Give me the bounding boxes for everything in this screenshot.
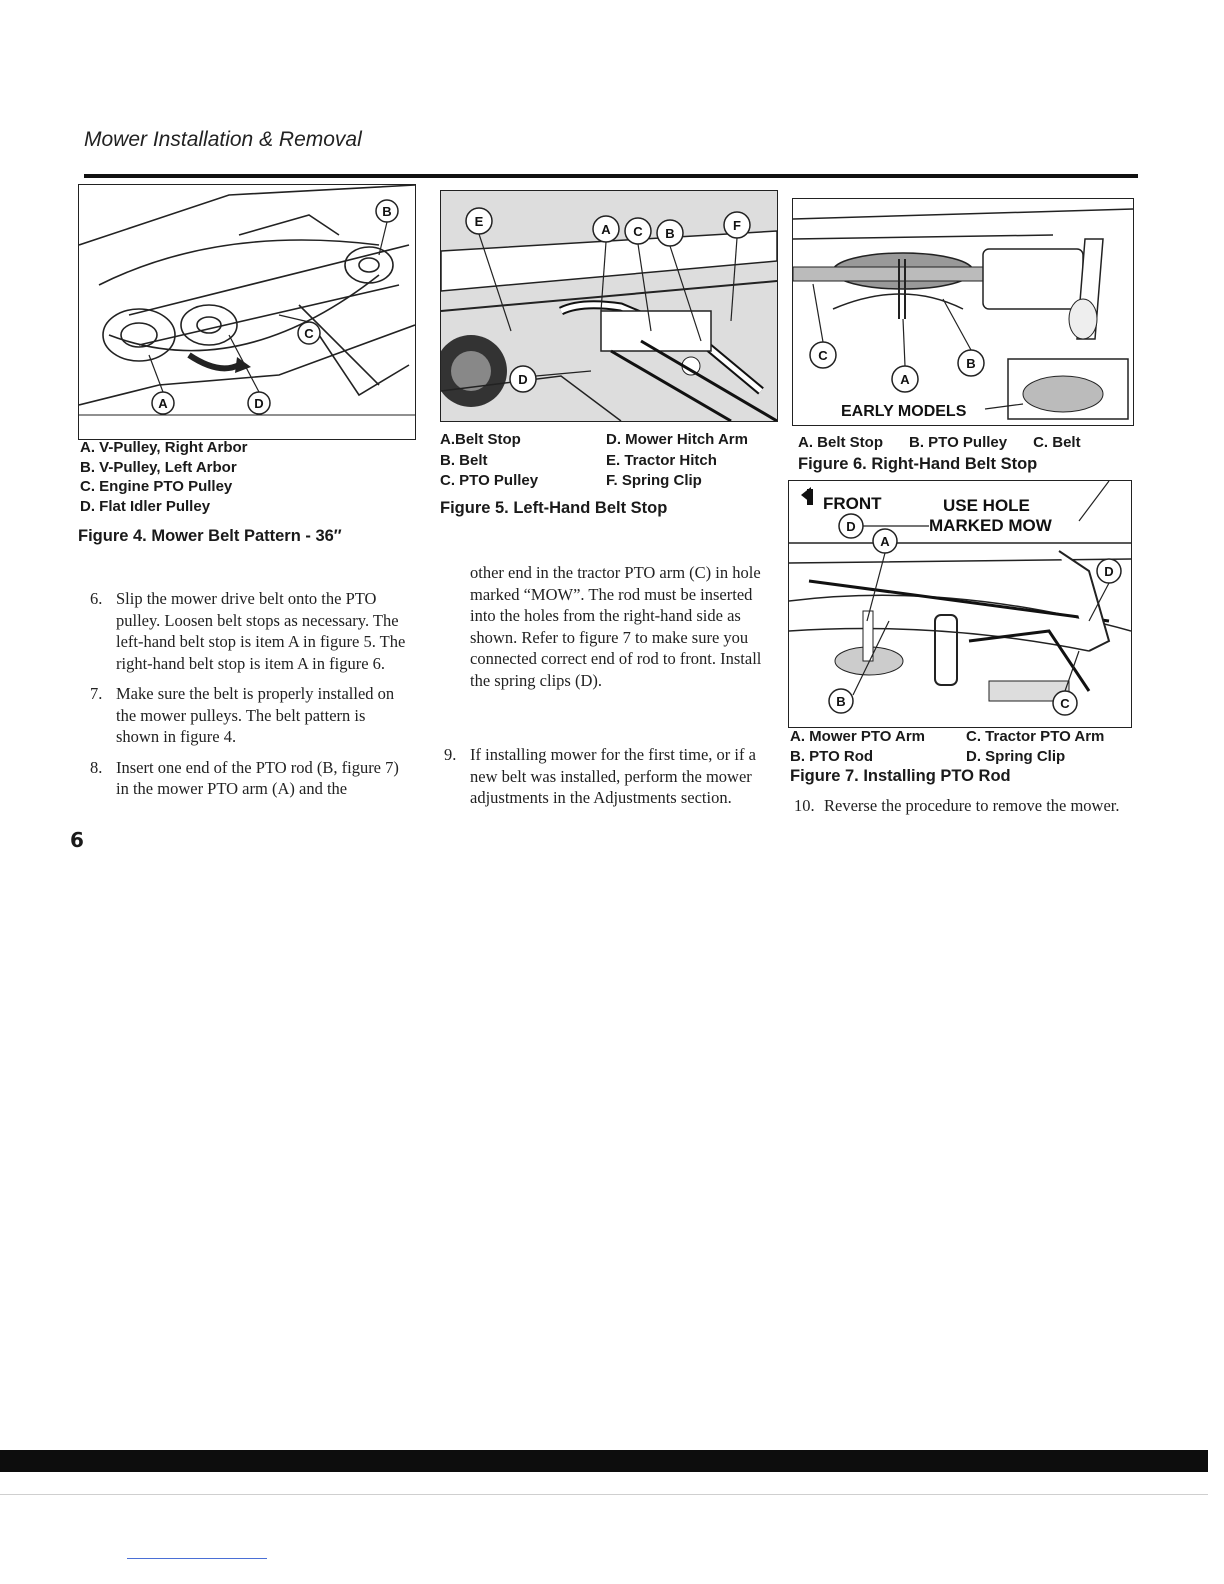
step-text: Insert one end of the PTO rod (B, figure 7) in the mower PTO arm (A) and the: [116, 757, 399, 798]
bottom-bar: [0, 1450, 1208, 1472]
figure7-callouts: [790, 727, 1136, 766]
figure7-label-a: A: [880, 534, 890, 549]
figure5-label-d: D: [518, 372, 528, 387]
step-text: Reverse the procedure to remove the mower.: [824, 796, 1120, 815]
figure7-label-c: C: [1060, 696, 1070, 711]
figure4-callout: D. Flat Idler Pulley: [80, 497, 211, 515]
page-number: 6: [70, 828, 84, 852]
figure4-label-c: C: [304, 326, 314, 341]
figure6-drawing: [793, 199, 1133, 425]
figure7-callout: B. PTO Rod: [790, 747, 874, 765]
step8-continued: other end in the tractor PTO arm (C) in hole marked “MOW”. The rod must be inserted into the holes from the right-hand side as shown. Refer to figure 7 to make sure you connected correct end of rod to front. Install the spring clips (D).: [470, 563, 762, 690]
step-item: [86, 757, 410, 800]
figure4-illustration: [78, 184, 416, 440]
figure4-callout: B. V-Pulley, Left Arbor: [80, 458, 237, 476]
figure4-label-a: A: [158, 396, 168, 411]
figure4-label-b: B: [382, 204, 392, 219]
figure4-callout: C. Engine PTO Pulley: [80, 478, 233, 495]
figure4-label-d: D: [254, 396, 264, 411]
step-item: [440, 744, 768, 809]
figure7-illustration: [788, 480, 1132, 728]
figure6-label-a: A: [900, 372, 910, 387]
section-title: Mower Installation & Removal: [84, 128, 362, 151]
figure7-front-text: FRONT: [823, 494, 882, 513]
figure6-illustration: [792, 198, 1134, 426]
figure5-callout: E. Tractor Hitch: [606, 451, 717, 469]
figure5-callout: F. Spring Clip: [606, 472, 702, 489]
step-text: Make sure the belt is properly installed on the mower pulleys. The belt pattern is shown in figure 4.: [116, 684, 395, 746]
figure7-callout: A. Mower PTO Arm: [790, 728, 926, 745]
figure4-callouts: [80, 438, 410, 516]
step-number: 9.: [444, 745, 457, 764]
figure6-label-c: C: [818, 348, 828, 363]
figure5-illustration: [440, 190, 778, 422]
step-number: 6.: [90, 589, 103, 608]
figure5-callout: B. Belt: [440, 451, 488, 469]
figure5-callout: D. Mower Hitch Arm: [606, 431, 748, 448]
step-item: [86, 588, 410, 674]
figure6-label-b: B: [966, 356, 976, 371]
figure5-label-e: E: [474, 214, 484, 229]
step-number: 8.: [90, 757, 103, 777]
figure6-inset-text: EARLY MODELS: [841, 403, 967, 420]
steps-column-3: [790, 795, 1124, 826]
figure7-label-d: D: [1104, 564, 1114, 579]
figure7-hole-text-2: MARKED MOW: [929, 516, 1052, 535]
footer-line: [127, 1558, 267, 1559]
figure6-callout: B. PTO Pulley: [909, 434, 1008, 451]
figure7-drawing: [789, 481, 1131, 727]
step-item: [86, 683, 410, 748]
figure4-drawing: [79, 185, 415, 439]
figure5-callout: A.Belt Stop: [440, 431, 521, 448]
figure5-label-f: F: [733, 218, 741, 233]
steps-column-1: [86, 588, 410, 809]
figure5-label-c: C: [633, 224, 643, 239]
figure6-caption: Figure 6. Right-Hand Belt Stop: [798, 455, 1038, 473]
step-text: If installing mower for the first time, or if a new belt was installed, perform the mower adjustments in the Adjustments section.: [470, 745, 756, 807]
figure7-callout: C. Tractor PTO Arm: [966, 728, 1105, 745]
figure6-callouts: [798, 433, 1138, 453]
step-number: 7.: [90, 684, 103, 703]
figure5-label-b: B: [665, 226, 675, 241]
figure5-callout: C. PTO Pulley: [440, 472, 539, 489]
figure7-hole-text-1: USE HOLE: [943, 496, 1030, 515]
figure7-label-d-top: D: [846, 519, 856, 534]
figure5-drawing: [441, 191, 777, 421]
header-rule: [84, 174, 1138, 178]
figure7-label-b: B: [836, 694, 846, 709]
step-text: Slip the mower drive belt onto the PTO pulley. Loosen belt stops as necessary. The left-hand belt stop is item A in figure 5. The right-hand belt stop is item A in figure 6.: [116, 589, 406, 673]
figure5-label-a: A: [601, 222, 611, 237]
step-item: [790, 795, 1124, 817]
step-number: 10.: [794, 796, 815, 815]
figure5-callouts: [440, 430, 786, 491]
figure7-caption: Figure 7. Installing PTO Rod: [790, 767, 1011, 785]
figure6-callout: C. Belt: [1033, 434, 1081, 451]
steps-column-2: [440, 744, 768, 818]
figure5-caption: Figure 5. Left-Hand Belt Stop: [440, 499, 668, 517]
figure4-callout: A. V-Pulley, Right Arbor: [80, 439, 248, 456]
figure6-callout: A. Belt Stop: [798, 434, 883, 451]
figure4-caption: Figure 4. Mower Belt Pattern - 36″: [78, 527, 342, 545]
bottom-divider: [0, 1494, 1208, 1495]
figure7-callout: D. Spring Clip: [966, 747, 1066, 765]
